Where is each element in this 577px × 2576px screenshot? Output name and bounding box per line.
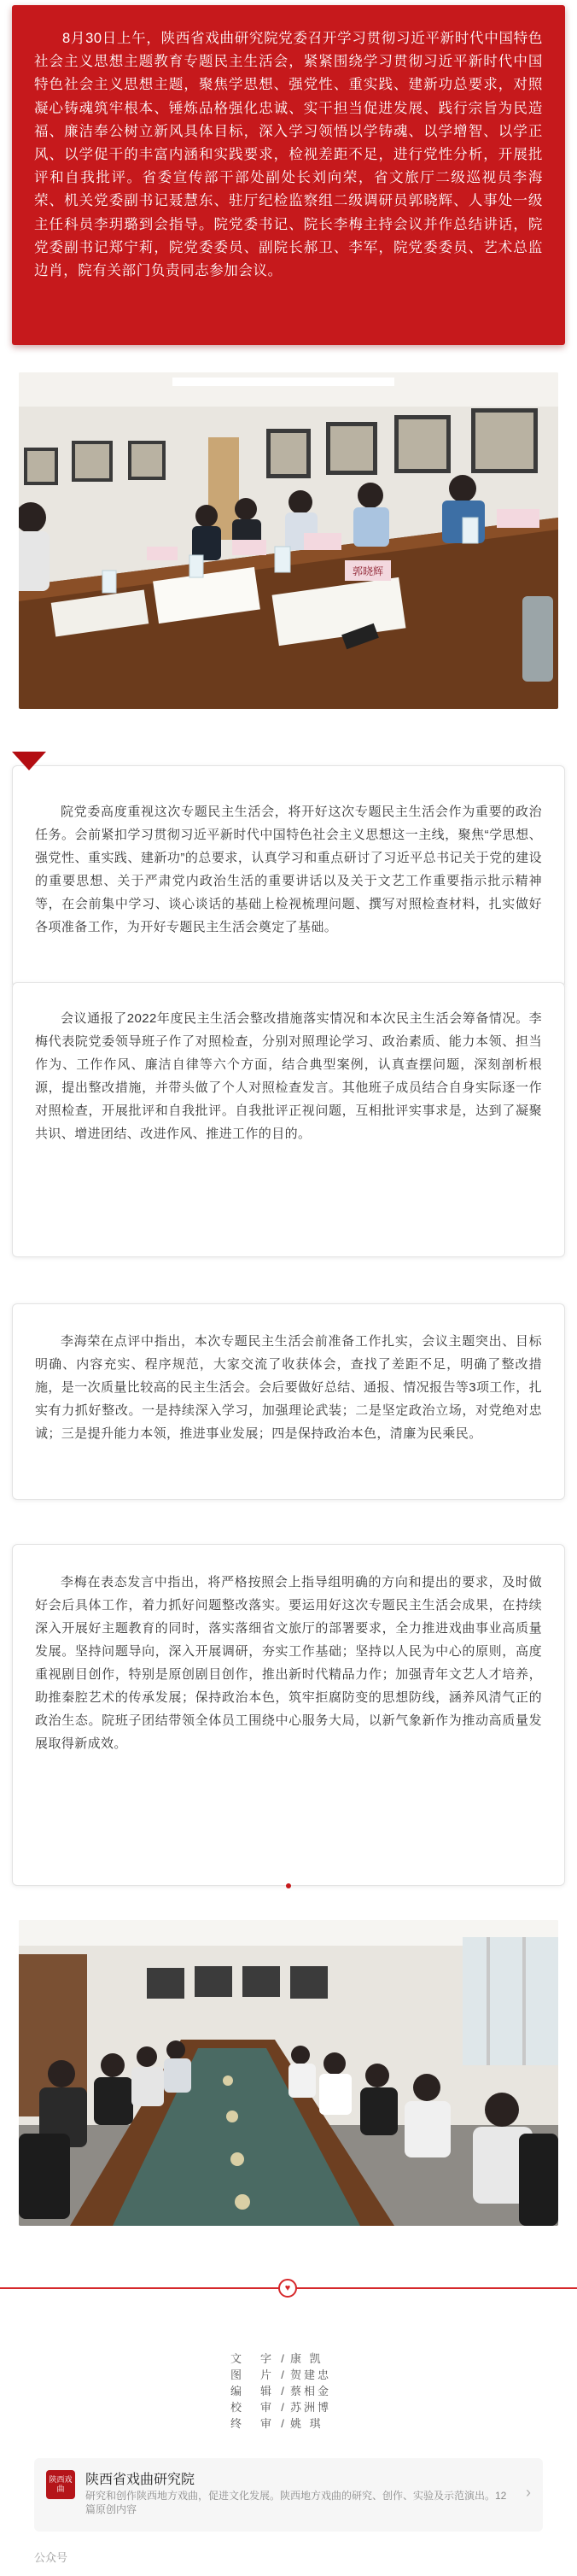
divider-heart-icon: ♥ bbox=[278, 2279, 297, 2298]
credit-row: 图片 / 贺建忠 bbox=[230, 2368, 332, 2381]
section-text-preparation: 院党委高度重视这次专题民主生活会，将开好这次专题民主生活会作为重要的政治任务。会前紧扣学习贯彻习近平新时代中国特色社会主义思想这一主线，聚焦“学思想、强党性、重实践、建新功”的总要求，认真学习和重点研讨了习近平总书记关于党的建设的重要思想、关于严肃党内政治生活的重要讲话以及关于文艺工作重要指示批示精神等，在会前集中学习、谈心谈话的基础上检视梳理问题、撰写对照检查材料，扎实做好各项准备工作，为开好专题民主生活会奠定了基础。 bbox=[35, 805, 542, 934]
intro-text: 8月30日上午，陕西省戏曲研究院党委召开学习贯彻习近平新时代中国特色社会主义思想主题教育专题民主生活会，紧紧围绕学习贯彻习近平新时代中国特色社会主义思想主题，聚焦学思想、强党性、重实践、建新功总要求，对照凝心铸魂筑牢根本、锤炼品格强化忠诚、实干担当促进发展、践行宗旨为民造福、廉洁奉公树立新风具体目标，深入学习领悟以学铸魂、以学增智、以学正风、以学促干的丰富内涵和实践要求，检视差距不足，进行党性分析，开展批评和自我批评。省委宣传部干部处副处长刘向荣，省文旅厅二级巡视员李海荣、机关党委副书记聂慧东、驻厅纪检监察组二级调研员郭晓辉、人事处一级主任科员李玥璐到会指导。院党委书记、院长李梅主持会议并作总结讲话，院党委副书记郑宁莉，院党委委员、副院长郝卫、李军，院党委委员、艺术总监边肖，院有关部门负责同志参加会议。 bbox=[34, 31, 543, 279]
account-description: 研究和创作陕西地方戏曲，促进文化发展。陕西地方戏曲的研究、创作、实验及示范演出。12篇原创内容 bbox=[85, 2490, 507, 2515]
text-card-comment bbox=[12, 1303, 565, 1500]
intro-card bbox=[12, 5, 565, 345]
official-account-card[interactable] bbox=[34, 2458, 543, 2532]
chevron-right-icon[interactable]: › bbox=[526, 2484, 531, 2501]
text-card-review bbox=[12, 982, 565, 1257]
text-card-statement bbox=[12, 1544, 565, 1886]
credit-row: 文字 / 康 凯 bbox=[230, 2352, 323, 2365]
nameplate-guo: 郭晓辉 bbox=[352, 565, 384, 577]
section-text-comment: 李海荣在点评中指出，本次专题民主生活会前准备工作扎实，会议主题突出、目标明确、内容充实、程序规范，大家交流了收获体会，查找了差距不足，明确了整改措施，是一次质量比较高的民主生活会。会后要做好总结、通报、情况报告等3项工作，扎实有力抓好整改。一是持续深入学习，加强理论武装；二是坚定政治立场，对党绝对忠诚；三是提升能力本领，推进事业发展；四是保持政治本色，清廉为民乘民。 bbox=[35, 1334, 542, 1441]
section-text-review: 会议通报了2022年度民主生活会整改措施落实情况和本次民主生活会筹备情况。李梅代表院党委领导班子作了对照检查，分别对照理论学习、政治素质、能力本领、担当作为、工作作风、廉洁自律等六个方面，结合典型案例，认真查摆问题，深刻剖析根源，提出整改措施，并带头做了个人对照检查发言。其他班子成员结合自身实际逐一作对照检查，开展批评和自我批评。自我批评正视问题，互相批评实事求是，达到了凝聚共识、增进团结、改进作风、推进工作的目的。 bbox=[35, 1011, 542, 1141]
credit-row: 编辑 / 蔡相金 bbox=[230, 2385, 332, 2397]
section-text-statement: 李梅在表态发言中指出，将严格按照会上指导组明确的方向和提出的要求，及时做好会后具体工作，着力抓好问题整改落实。要运用好这次专题民主生活会成果，在持续深入开展好主题教育的同时，落实落细省文旅厅的部署要求，全力推进戏曲事业高质量发展。坚持问题导向，深入开展调研，夯实工作基础；坚持以人民为中心的原则，高度重视剧目创作，特别是原创剧目创作，推出新时代精品力作；加强青年文艺人才培养，助推秦腔艺术的传承发展；保持政治本色，筑牢拒腐防变的思想防线，涵养风清气正的政治生态。院班子团结带领全体员工围绕中心服务大局，以新气象新作为推动高质量发展取得新成效。 bbox=[35, 1575, 542, 1751]
credit-row: 校审 / 苏洲博 bbox=[230, 2401, 332, 2414]
article-credits bbox=[230, 2351, 401, 2432]
account-logo: 陕西戏曲 bbox=[46, 2470, 75, 2499]
card-corner-marker bbox=[12, 752, 46, 770]
meeting-photo-2 bbox=[19, 1920, 558, 2226]
credit-row: 终审 / 姚 琪 bbox=[230, 2417, 323, 2430]
account-tag: 公众号 bbox=[34, 2551, 68, 2564]
account-name: 陕西省戏曲研究院 bbox=[85, 2473, 195, 2487]
meeting-photo-1 bbox=[19, 372, 558, 709]
card-dot-marker bbox=[286, 1883, 291, 1888]
text-card-preparation bbox=[12, 765, 565, 987]
